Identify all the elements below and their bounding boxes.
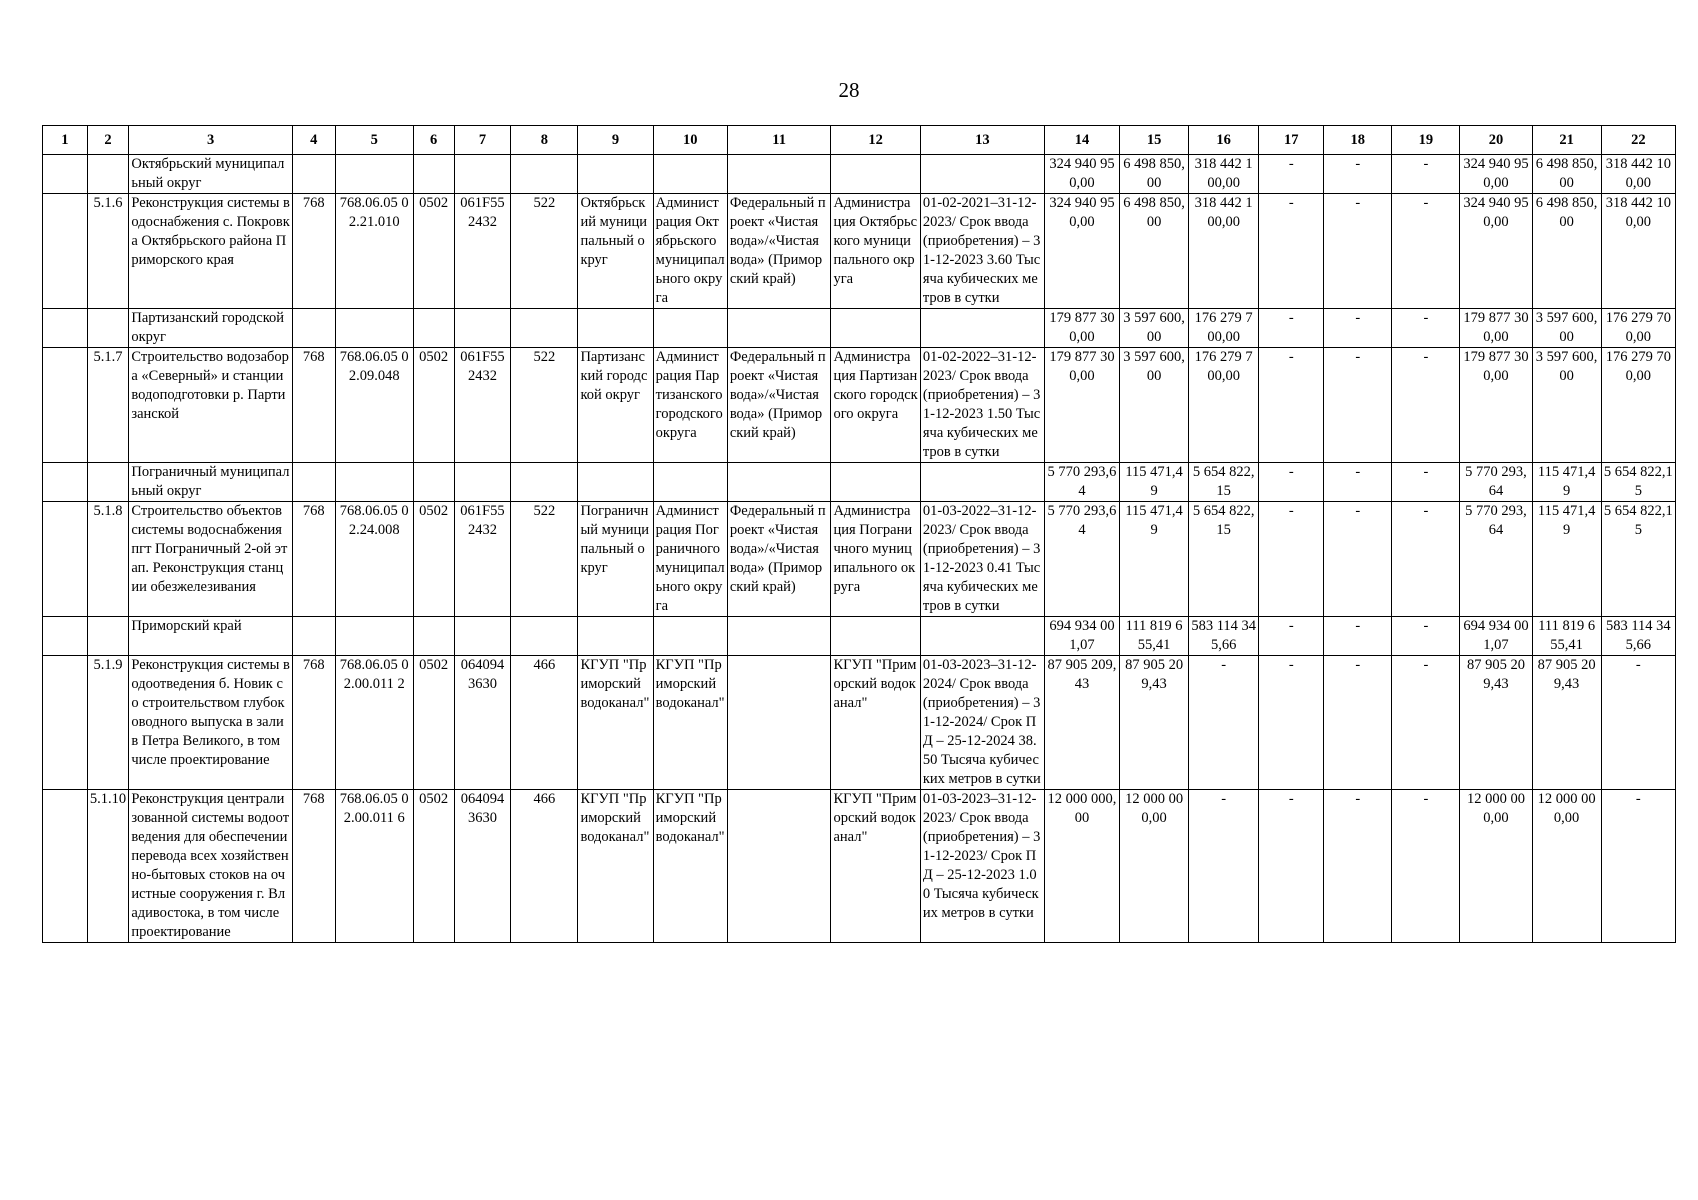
table-cell-col-10 (653, 463, 727, 502)
table-cell-col-1 (43, 309, 88, 348)
table-cell-col-21: 115 471,49 (1532, 502, 1601, 617)
table-row (43, 194, 1676, 309)
table-cell-col-19: - (1392, 790, 1460, 943)
table-cell-col-6: 0502 (413, 348, 454, 463)
table-cell-col-19: - (1392, 656, 1460, 790)
table-cell-col-9 (578, 463, 653, 502)
table-cell-col-3: Реконструкция централизованной системы водоотведения для обеспечении перевода всех хозяйственно-бытовых стоков на очистные сооружения г. Владивостока, в том числе проектирование (129, 790, 293, 943)
table-cell-col-11 (727, 617, 831, 656)
table-cell-col-7 (454, 617, 511, 656)
table-cell-col-22: 318 442 100,00 (1601, 155, 1675, 194)
column-header-20: 20 (1460, 126, 1532, 155)
column-header-1: 1 (43, 126, 88, 155)
table-cell-col-12: Администрация Партизанского городского округа (831, 348, 920, 463)
table-cell-col-10 (653, 309, 727, 348)
table-cell-col-4 (292, 155, 335, 194)
table-cell-col-5 (335, 309, 413, 348)
table-cell-col-7: 064094 3630 (454, 656, 511, 790)
table-cell-col-5: 768.06.05 02.00.011 2 (335, 656, 413, 790)
table-cell-col-14: 324 940 950,00 (1044, 194, 1119, 309)
table-cell-col-1 (43, 617, 88, 656)
table-cell-col-13 (920, 617, 1044, 656)
column-header-16: 16 (1189, 126, 1259, 155)
table-cell-col-7: 061F55 2432 (454, 502, 511, 617)
table-cell-col-8 (511, 309, 578, 348)
table-cell-col-3: Партизанский городской округ (129, 309, 293, 348)
table-cell-col-9: Октябрьский муниципальный округ (578, 194, 653, 309)
table-cell-col-8: 466 (511, 656, 578, 790)
table-cell-col-4: 768 (292, 194, 335, 309)
table-cell-col-8 (511, 617, 578, 656)
table-cell-col-19: - (1392, 348, 1460, 463)
table-cell-col-18: - (1324, 617, 1392, 656)
table-cell-col-17: - (1259, 617, 1324, 656)
column-header-8: 8 (511, 126, 578, 155)
table-cell-col-8 (511, 155, 578, 194)
table-cell-col-17: - (1259, 463, 1324, 502)
table-body (43, 155, 1676, 943)
column-header-10: 10 (653, 126, 727, 155)
table-cell-col-15: 87 905 209,43 (1120, 656, 1189, 790)
table-cell-col-19: - (1392, 309, 1460, 348)
table-cell-col-16: 583 114 345,66 (1189, 617, 1259, 656)
table-cell-col-9: Партизанский городской округ (578, 348, 653, 463)
table-cell-col-14: 87 905 209,43 (1044, 656, 1119, 790)
table-cell-col-16: 5 654 822,15 (1189, 502, 1259, 617)
table-cell-col-6 (413, 617, 454, 656)
table-cell-col-18: - (1324, 194, 1392, 309)
column-header-4: 4 (292, 126, 335, 155)
table-cell-col-6: 0502 (413, 502, 454, 617)
table-cell-col-8: 522 (511, 502, 578, 617)
table-cell-col-17: - (1259, 790, 1324, 943)
column-header-22: 22 (1601, 126, 1675, 155)
table-cell-col-20: 5 770 293,64 (1460, 463, 1532, 502)
table-cell-col-1 (43, 155, 88, 194)
table-cell-col-12: Администрация Октябрьского муниципального округа (831, 194, 920, 309)
table-cell-col-7 (454, 463, 511, 502)
table-cell-col-1 (43, 463, 88, 502)
table-cell-col-11 (727, 656, 831, 790)
table-cell-col-12: КГУП "Приморский водоканал" (831, 790, 920, 943)
table-cell-col-8: 522 (511, 194, 578, 309)
table-cell-col-18: - (1324, 155, 1392, 194)
table-row (43, 790, 1676, 943)
table-cell-col-2 (87, 463, 129, 502)
table-cell-col-15: 6 498 850,00 (1120, 155, 1189, 194)
column-header-18: 18 (1324, 126, 1392, 155)
budget-table (42, 125, 1676, 943)
table-cell-col-19: - (1392, 194, 1460, 309)
table-cell-col-6 (413, 155, 454, 194)
table-cell-col-16: 176 279 700,00 (1189, 348, 1259, 463)
table-cell-col-6 (413, 309, 454, 348)
column-header-5: 5 (335, 126, 413, 155)
column-header-3: 3 (129, 126, 293, 155)
table-cell-col-20: 12 000 000,00 (1460, 790, 1532, 943)
table-row (43, 348, 1676, 463)
column-header-15: 15 (1120, 126, 1189, 155)
table-cell-col-12 (831, 155, 920, 194)
table-cell-col-2 (87, 617, 129, 656)
table-cell-col-7 (454, 309, 511, 348)
table-cell-col-4: 768 (292, 656, 335, 790)
table-row (43, 656, 1676, 790)
table-cell-col-10 (653, 617, 727, 656)
table-cell-col-14: 5 770 293,64 (1044, 463, 1119, 502)
table-cell-col-2: 5.1.6 (87, 194, 129, 309)
table-cell-col-2: 5.1.10 (87, 790, 129, 943)
table-cell-col-14: 179 877 300,00 (1044, 348, 1119, 463)
table-cell-col-2: 5.1.7 (87, 348, 129, 463)
table-cell-col-1 (43, 790, 88, 943)
table-cell-col-1 (43, 194, 88, 309)
table-cell-col-15: 6 498 850,00 (1120, 194, 1189, 309)
table-cell-col-20: 694 934 001,07 (1460, 617, 1532, 656)
table-cell-col-20: 179 877 300,00 (1460, 309, 1532, 348)
table-cell-col-8: 466 (511, 790, 578, 943)
table-cell-col-6 (413, 463, 454, 502)
table-cell-col-15: 12 000 000,00 (1120, 790, 1189, 943)
table-cell-col-21: 3 597 600,00 (1532, 348, 1601, 463)
table-cell-col-1 (43, 348, 88, 463)
table-cell-col-11: Федеральный проект «Чистая вода»/«Чистая вода» (Приморский край) (727, 348, 831, 463)
table-cell-col-5 (335, 463, 413, 502)
table-cell-col-10: Администрация Пограничного муниципального округа (653, 502, 727, 617)
table-cell-col-16: - (1189, 790, 1259, 943)
table-cell-col-10: Администрация Партизанского городского округа (653, 348, 727, 463)
table-cell-col-10: КГУП "Приморский водоканал" (653, 790, 727, 943)
table-cell-col-11 (727, 463, 831, 502)
table-cell-col-4: 768 (292, 348, 335, 463)
table-cell-col-19: - (1392, 155, 1460, 194)
table-cell-col-13 (920, 309, 1044, 348)
table-cell-col-17: - (1259, 502, 1324, 617)
table-cell-col-2: 5.1.9 (87, 656, 129, 790)
table-cell-col-13: 01-03-2023–31-12-2023/ Срок ввода (приобретения) – 31-12-2023/ Срок ПД – 25-12-2023 1.00 Тысяча кубических метров в сутки (920, 790, 1044, 943)
table-cell-col-6: 0502 (413, 656, 454, 790)
table-cell-col-12: КГУП "Приморский водоканал" (831, 656, 920, 790)
column-header-19: 19 (1392, 126, 1460, 155)
column-header-2: 2 (87, 126, 129, 155)
table-cell-col-17: - (1259, 155, 1324, 194)
group-row (43, 309, 1676, 348)
table-cell-col-8: 522 (511, 348, 578, 463)
table-cell-col-15: 115 471,49 (1120, 502, 1189, 617)
table-cell-col-12: Администрация Пограничного муниципального округа (831, 502, 920, 617)
table-cell-col-16: 318 442 100,00 (1189, 155, 1259, 194)
table-cell-col-19: - (1392, 502, 1460, 617)
page-number: 28 (838, 78, 860, 102)
table-cell-col-17: - (1259, 309, 1324, 348)
table-cell-col-18: - (1324, 790, 1392, 943)
table-cell-col-20: 5 770 293,64 (1460, 502, 1532, 617)
table-cell-col-3: Строительство объектов системы водоснабжения пгт Пограничный 2-ой этап. Реконструкция станции обезжелезивания (129, 502, 293, 617)
table-cell-col-19: - (1392, 617, 1460, 656)
table-cell-col-3: Реконструкция системы водоснабжения с. Покровка Октябрьского района Приморского края (129, 194, 293, 309)
table-cell-col-20: 324 940 950,00 (1460, 155, 1532, 194)
table-cell-col-9: Пограничный муниципальный округ (578, 502, 653, 617)
table-cell-col-4 (292, 309, 335, 348)
table-cell-col-12 (831, 463, 920, 502)
table-cell-col-20: 179 877 300,00 (1460, 348, 1532, 463)
table-cell-col-14: 5 770 293,64 (1044, 502, 1119, 617)
table-cell-col-4: 768 (292, 790, 335, 943)
table-cell-col-16: 318 442 100,00 (1189, 194, 1259, 309)
table-cell-col-13: 01-02-2022–31-12-2023/ Срок ввода (приобретения) – 31-12-2023 1.50 Тысяча кубических метров в сутки (920, 348, 1044, 463)
table-cell-col-16: - (1189, 656, 1259, 790)
table-cell-col-4 (292, 463, 335, 502)
table-cell-col-9 (578, 309, 653, 348)
column-header-11: 11 (727, 126, 831, 155)
table-cell-col-21: 115 471,49 (1532, 463, 1601, 502)
header-row (43, 126, 1676, 155)
table-cell-col-22: 5 654 822,15 (1601, 463, 1675, 502)
table-cell-col-2 (87, 155, 129, 194)
table-cell-col-14: 12 000 000,00 (1044, 790, 1119, 943)
table-cell-col-13: 01-03-2023–31-12-2024/ Срок ввода (приобретения) – 31-12-2024/ Срок ПД – 25-12-2024 38.50 Тысяча кубических метров в сутки (920, 656, 1044, 790)
table-cell-col-4: 768 (292, 502, 335, 617)
table-cell-col-5 (335, 617, 413, 656)
table-cell-col-18: - (1324, 463, 1392, 502)
table-cell-col-15: 115 471,49 (1120, 463, 1189, 502)
table-cell-col-17: - (1259, 194, 1324, 309)
table-cell-col-21: 3 597 600,00 (1532, 309, 1601, 348)
table-cell-col-16: 176 279 700,00 (1189, 309, 1259, 348)
table-cell-col-18: - (1324, 309, 1392, 348)
table-cell-col-7: 061F55 2432 (454, 348, 511, 463)
table-cell-col-1 (43, 502, 88, 617)
column-header-14: 14 (1044, 126, 1119, 155)
table-cell-col-22: 5 654 822,15 (1601, 502, 1675, 617)
table-cell-col-21: 111 819 655,41 (1532, 617, 1601, 656)
table-cell-col-3: Приморский край (129, 617, 293, 656)
table-cell-col-11: Федеральный проект «Чистая вода»/«Чистая вода» (Приморский край) (727, 502, 831, 617)
table-cell-col-20: 87 905 209,43 (1460, 656, 1532, 790)
table-cell-col-5: 768.06.05 02.21.010 (335, 194, 413, 309)
table-cell-col-7 (454, 155, 511, 194)
table-cell-col-22: 583 114 345,66 (1601, 617, 1675, 656)
table-cell-col-19: - (1392, 463, 1460, 502)
table-cell-col-22: - (1601, 656, 1675, 790)
table-cell-col-18: - (1324, 348, 1392, 463)
table-cell-col-11: Федеральный проект «Чистая вода»/«Чистая вода» (Приморский край) (727, 194, 831, 309)
table-cell-col-5: 768.06.05 02.00.011 6 (335, 790, 413, 943)
table-cell-col-9 (578, 155, 653, 194)
table-cell-col-2: 5.1.8 (87, 502, 129, 617)
column-header-12: 12 (831, 126, 920, 155)
table-cell-col-11 (727, 309, 831, 348)
table-cell-col-18: - (1324, 502, 1392, 617)
table-cell-col-14: 694 934 001,07 (1044, 617, 1119, 656)
table-cell-col-22: 318 442 100,00 (1601, 194, 1675, 309)
table-cell-col-11 (727, 790, 831, 943)
table-cell-col-9: КГУП "Приморский водоканал" (578, 656, 653, 790)
table-cell-col-13: 01-02-2021–31-12-2023/ Срок ввода (приобретения) – 31-12-2023 3.60 Тысяча кубических метров в сутки (920, 194, 1044, 309)
table-cell-col-2 (87, 309, 129, 348)
table-cell-col-1 (43, 656, 88, 790)
table-cell-col-15: 3 597 600,00 (1120, 348, 1189, 463)
table-cell-col-15: 111 819 655,41 (1120, 617, 1189, 656)
column-header-6: 6 (413, 126, 454, 155)
group-row (43, 617, 1676, 656)
table-cell-col-10: КГУП "Приморский водоканал" (653, 656, 727, 790)
table-cell-col-11 (727, 155, 831, 194)
table-cell-col-10 (653, 155, 727, 194)
group-row (43, 155, 1676, 194)
table-cell-col-14: 179 877 300,00 (1044, 309, 1119, 348)
table-cell-col-5 (335, 155, 413, 194)
column-header-13: 13 (920, 126, 1044, 155)
table-cell-col-8 (511, 463, 578, 502)
table-cell-col-21: 87 905 209,43 (1532, 656, 1601, 790)
table-cell-col-12 (831, 309, 920, 348)
table-cell-col-3: Пограничный муниципальный округ (129, 463, 293, 502)
table-cell-col-5: 768.06.05 02.09.048 (335, 348, 413, 463)
table-cell-col-10: Администрация Октябрьского муниципального округа (653, 194, 727, 309)
table-cell-col-18: - (1324, 656, 1392, 790)
table-cell-col-17: - (1259, 348, 1324, 463)
group-row (43, 463, 1676, 502)
table-cell-col-21: 6 498 850,00 (1532, 155, 1601, 194)
table-cell-col-22: - (1601, 790, 1675, 943)
table-cell-col-9 (578, 617, 653, 656)
table-cell-col-5: 768.06.05 02.24.008 (335, 502, 413, 617)
table-cell-col-13 (920, 463, 1044, 502)
table-cell-col-21: 6 498 850,00 (1532, 194, 1601, 309)
column-header-9: 9 (578, 126, 653, 155)
column-header-7: 7 (454, 126, 511, 155)
table-cell-col-15: 3 597 600,00 (1120, 309, 1189, 348)
table-cell-col-3: Строительство водозабора «Северный» и станции водоподготовки р. Партизанской (129, 348, 293, 463)
table-row (43, 502, 1676, 617)
table-cell-col-17: - (1259, 656, 1324, 790)
table-cell-col-13 (920, 155, 1044, 194)
table-cell-col-12 (831, 617, 920, 656)
table-cell-col-16: 5 654 822,15 (1189, 463, 1259, 502)
table-cell-col-14: 324 940 950,00 (1044, 155, 1119, 194)
table-cell-col-6: 0502 (413, 790, 454, 943)
table-cell-col-7: 064094 3630 (454, 790, 511, 943)
table-cell-col-3: Октябрьский муниципальный округ (129, 155, 293, 194)
column-header-21: 21 (1532, 126, 1601, 155)
table-cell-col-13: 01-03-2022–31-12-2023/ Срок ввода (приобретения) – 31-12-2023 0.41 Тысяча кубических метров в сутки (920, 502, 1044, 617)
table-cell-col-22: 176 279 700,00 (1601, 348, 1675, 463)
table-cell-col-3: Реконструкция системы водоотведения б. Новик со строительством глубоководного выпуска в залив Петра Великого, в том числе проектирование (129, 656, 293, 790)
table-cell-col-21: 12 000 000,00 (1532, 790, 1601, 943)
table-cell-col-20: 324 940 950,00 (1460, 194, 1532, 309)
table-cell-col-4 (292, 617, 335, 656)
column-header-17: 17 (1259, 126, 1324, 155)
table-cell-col-22: 176 279 700,00 (1601, 309, 1675, 348)
table-cell-col-7: 061F55 2432 (454, 194, 511, 309)
table-cell-col-9: КГУП "Приморский водоканал" (578, 790, 653, 943)
table-cell-col-6: 0502 (413, 194, 454, 309)
